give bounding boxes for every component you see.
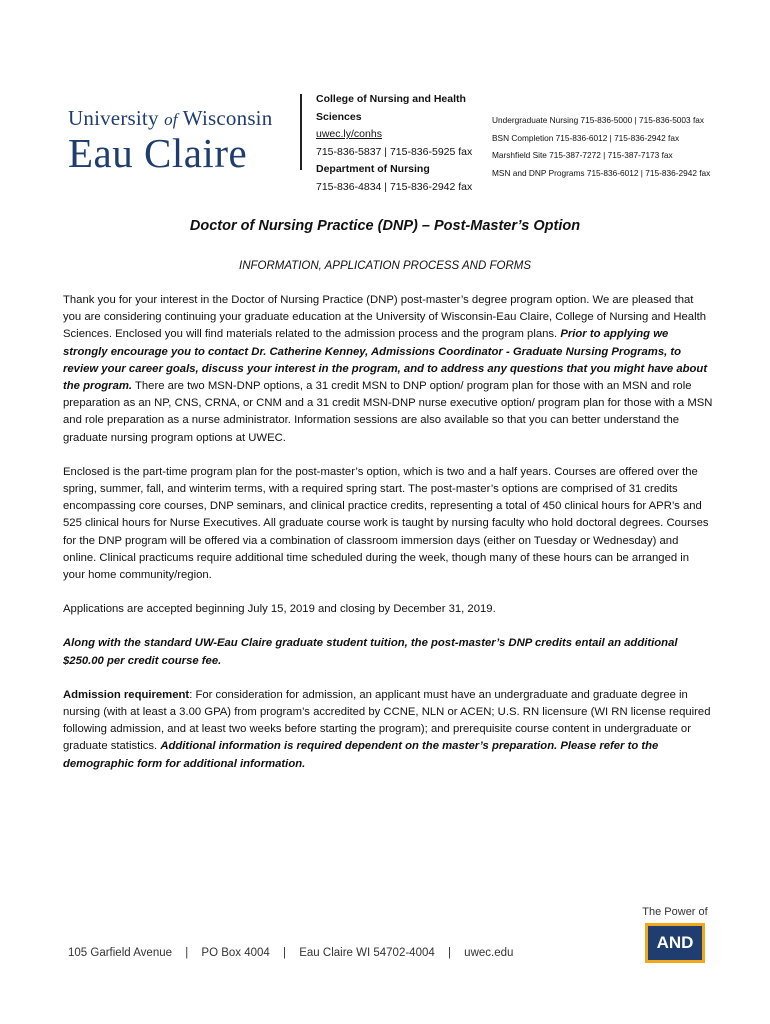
contact-line: Marshfield Site 715-387-7272 | 715-387-7173 fax bbox=[492, 150, 673, 160]
power-of-and-badge bbox=[640, 906, 710, 963]
logo-line-2: Eau Claire bbox=[68, 130, 248, 176]
department-contact-block bbox=[316, 91, 496, 196]
badge-word: AND bbox=[648, 926, 702, 960]
footer-separator: | bbox=[283, 947, 287, 959]
footer-city: Eau Claire WI 54702-4004 bbox=[299, 947, 435, 959]
contact-line: Undergraduate Nursing 715-836-5000 | 715-836-5003 fax bbox=[492, 115, 705, 125]
badge-box bbox=[645, 923, 705, 963]
admission-label: Admission requirement bbox=[63, 688, 190, 701]
contact-line: MSN and DNP Programs 715-836-6012 | 715-836-2942 fax bbox=[492, 167, 711, 178]
footer-separator: | bbox=[447, 947, 451, 959]
logo-line-1: University of Wisconsin bbox=[68, 106, 273, 130]
contact-advice: Prior to applying we strongly encourage you to contact Dr. Catherine Kenney, Admissions Coordinator - Graduate Nursing Programs, to review your career goals, discuss your interest in the program, and to address any questions that you might have about the program. bbox=[63, 328, 708, 393]
badge-caption: The Power of bbox=[642, 906, 708, 918]
footer-separator: | bbox=[185, 947, 189, 959]
paragraph-program-plan: Enclosed is the part-time program plan for the post-master’s option, which is two and a half years. Courses are offered over the spring, summer, fall, and winterim terms, with a required spring start. The post-master’s options are comprised of 31 credits encompassing core courses, DNP seminars, and clinical practice credits, representing a total of 450 clinical hours for APR’s and 525 clinical hours for Nurse Executives. All graduate course work is taught by nursing faculty who hold doctoral degrees. Courses for the DNP program will be offered via a combination of classroom immersion days (either on Tuesday or Wednesday) and online. Clinical practicums require additional time scheduled during the week, though many of these hours can be arranged in your home community/region. bbox=[63, 465, 709, 582]
paragraph-tuition: Along with the standard UW-Eau Claire graduate student tuition, the post-master’s DNP credits entail an additional $250.00 per credit course fee. bbox=[63, 637, 678, 667]
letterhead-divider bbox=[300, 94, 302, 170]
footer-po-box: PO Box 4004 bbox=[201, 947, 270, 959]
paragraph-intro: Thank you for your interest in the Doctor of Nursing Practice (DNP) post-master’s degree program option. We are pleased that you are considering continuing your graduate education at the University of Wisconsin-Eau Claire, College of Nursing and Health Sciences. Enclosed you will find materials related to the admission process and the program plans. Prior to applying we strongly encourage you to contact Dr. Catherine Kenney, Admissions Coordinator - Graduate Nursing Programs, to review your career goals, discuss your interest in the program, and to address any questions that you might have about the program. There are two MSN-DNP options, a 31 credit MSN to DNP option/ program plan for those with an MSN and role preparation as an NP, CNS, CRNA, or CNM and a 31 credit MSN-DNP nurse executive option/ program plan for those with a MSN and role preparation as a nurse administrator. Information sessions are also available so that you can better understand the graduate nursing program options at UWEC. bbox=[63, 294, 713, 444]
document-body bbox=[63, 292, 713, 790]
additional-info-note: Additional information is required dependent on the master’s preparation. Please refer to the demographic form for additional information. bbox=[63, 740, 659, 770]
contact-line: BSN Completion 715-836-6012 | 715-836-2942 fax bbox=[492, 132, 680, 143]
paragraph-admission: Admission requirement: For consideration for admission, an applicant must have an undergraduate and graduate degree in nursing (with at least a 3.00 GPA) from program’s accredited by CCNE, NLN or ACEN; U.S. RN licensure (WI RN license required following admission, and at least two weeks before starting the program); and prerequisite course content in undergraduate or graduate statistics. Additional information is required dependent on the master’s preparation. Please refer to the demographic form for additional information. bbox=[63, 688, 711, 770]
college-url[interactable]: uwec.ly/conhs bbox=[316, 128, 382, 140]
footer-website[interactable]: uwec.edu bbox=[464, 947, 514, 959]
department-name: Department of Nursing bbox=[316, 163, 430, 175]
college-name: College of Nursing and Health Sciences bbox=[316, 93, 466, 123]
document-subtitle: INFORMATION, APPLICATION PROCESS AND FORMS bbox=[239, 260, 531, 272]
department-phone: 715-836-4834 | 715-836-2942 fax bbox=[316, 180, 473, 193]
program-contacts bbox=[492, 112, 762, 182]
footer-street: 105 Garfield Avenue bbox=[68, 947, 173, 959]
document-title: Doctor of Nursing Practice (DNP) – Post-Master’s Option bbox=[189, 218, 581, 234]
college-phone: 715-836-5837 | 715-836-5925 fax bbox=[316, 145, 473, 158]
university-logo bbox=[68, 106, 288, 176]
paragraph-application-dates: Applications are accepted beginning July 15, 2019 and closing by December 31, 2019. bbox=[63, 603, 496, 616]
footer-address bbox=[68, 947, 513, 959]
